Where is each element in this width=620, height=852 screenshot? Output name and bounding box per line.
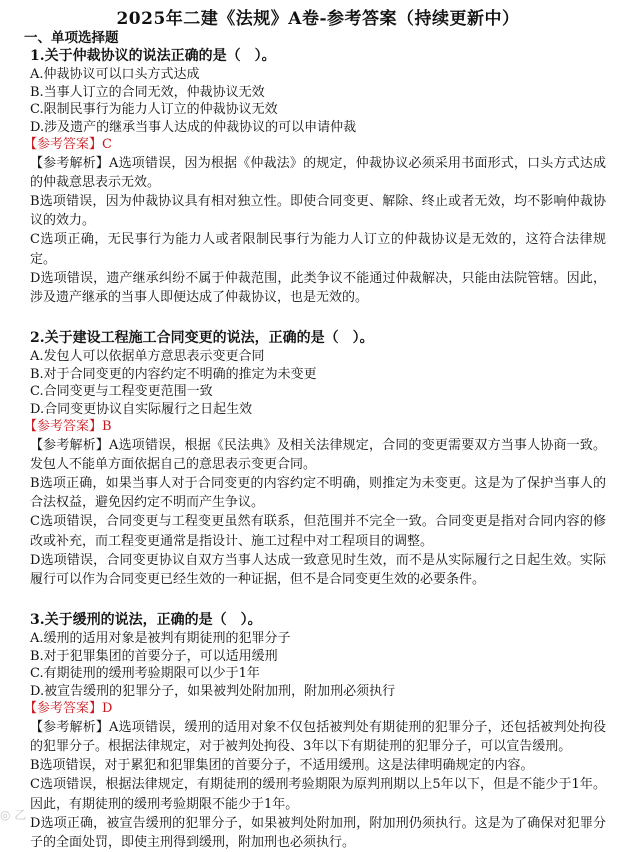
analysis-paragraph: 【参考解析】A选项错误，根据《民法典》及相关法律规定，合同的变更需要双方当事人协商一致。发包人不能单方面依据自己的意思表示变更合同。 xyxy=(30,437,606,472)
option-d: D.被宣告缓刑的犯罪分子，如果被判处附加刑，附加刑必须执行 xyxy=(30,683,396,699)
option-b: B.当事人订立的合同无效，仲裁协议无效 xyxy=(30,84,265,100)
answer-label: 【参考答案】B xyxy=(24,419,112,435)
question-title: 1.关于仲裁协议的说法正确的是（ ）。 xyxy=(30,48,276,64)
analysis-paragraph: C选项正确，无民事行为能力人或者限制民事行为能力人订立的仲裁协议是无效的，这符合法律规定。 xyxy=(30,232,606,267)
analysis-paragraph: C选项错误，根据法律规定，有期徒刑的缓刑考验期限为原判刑期以上5年以下，但是不能少于1年。因此，有期徒刑的缓刑考验期限不能少于1年。 xyxy=(30,777,606,812)
question-3 xyxy=(24,611,606,852)
analysis-paragraph: 【参考解析】A选项错误，缓刑的适用对象不仅包括被判处有期徒刑的犯罪分子，还包括被判处拘役的犯罪分子。根据法律规定，对于被判处拘役、3年以下有期徒刑的犯罪分子，可以宣告缓刑。 xyxy=(30,719,606,754)
analysis-paragraph: B选项错误，因为仲裁协议具有相对独立性。即使合同变更、解除、终止或者无效，均不影响仲裁协议的效力。 xyxy=(30,193,606,229)
page-title: 2025年二建《法规》A卷-参考答案（持续更新中） xyxy=(116,9,520,29)
option-a: A.发包人可以依据单方意思表示变更合同 xyxy=(30,349,265,365)
option-d: D.合同变更协议自实际履行之日起生效 xyxy=(30,401,253,417)
spacer xyxy=(30,307,606,329)
option-c: C.有期徒刑的缓刑考验期限可以少于1年 xyxy=(30,666,260,682)
analysis-paragraph: D选项正确，被宣告缓刑的犯罪分子，如果被判处附加刑，附加刑仍须执行。这是为了确保对犯罪分子的全面处罚，即使主刑得到缓刑，附加刑也必须执行。 xyxy=(30,815,606,850)
analysis-paragraph: C选项错误，合同变更与工程变更虽然有联系，但范围并不完全一致。合同变更是指对合同内容的修改或补充，而工程变更通常是指设计、施工过程中对工程项目的调整。 xyxy=(30,514,606,549)
spacer xyxy=(30,589,606,611)
answer-label: 【参考答案】D xyxy=(24,701,113,717)
option-c: C.合同变更与工程变更范围一致 xyxy=(30,384,213,400)
analysis-paragraph: D选项错误，遗产继承纠纷不属于仲裁范围，此类争议不能通过仲裁解决，只能由法院管辖。因此，涉及遗产继承的当事人即便达成了仲裁协议，也是无效的。 xyxy=(30,270,606,305)
option-a: A.仲裁协议可以口头方式达成 xyxy=(30,67,200,82)
analysis-paragraph: B选项错误，对于累犯和犯罪集团的首要分子，不适用缓刑。这是法律明确规定的内容。 xyxy=(30,758,534,774)
option-a: A.缓刑的适用对象是被判有期徒刑的犯罪分子 xyxy=(30,631,291,647)
watermark-logo: ◎ 乙 xyxy=(0,808,27,822)
question-title: 2.关于建设工程施工合同变更的说法，正确的是（ ）。 xyxy=(30,330,374,347)
option-b: B.对于犯罪集团的首要分子，可以适用缓刑 xyxy=(30,648,278,664)
section-heading: 一、单项选择题 xyxy=(24,30,119,46)
option-c: C.限制民事行为能力人订立的仲裁协议无效 xyxy=(30,102,278,117)
analysis-paragraph: B选项正确，如果当事人对于合同变更的内容约定不明确，则推定为未变更。这是为了保护当事人的合法权益，避免因约定不明而产生争议。 xyxy=(30,476,606,511)
option-b: B.对于合同变更的内容约定不明确的推定为未变更 xyxy=(30,366,317,382)
answer-label: 【参考答案】C xyxy=(24,137,112,152)
analysis-paragraph: D选项错误，合同变更协议自双方当事人达成一致意见时生效，而不是从实际履行之日起生效。实际履行可以作为合同变更已经生效的一种证据，但不是合同变更生效的必要条件。 xyxy=(30,552,606,588)
question-1 xyxy=(24,47,606,307)
question-title: 3.关于缓刑的说法，正确的是（ ）。 xyxy=(30,612,262,629)
option-d: D.涉及遗产的继承当事人达成的仲裁协议的可以申请仲裁 xyxy=(30,119,357,135)
question-2 xyxy=(24,329,606,589)
analysis-paragraph: 【参考解析】A选项错误，因为根据《仲裁法》的规定，仲裁协议必须采用书面形式，口头方式达成的仲裁意思表示无效。 xyxy=(30,155,606,190)
